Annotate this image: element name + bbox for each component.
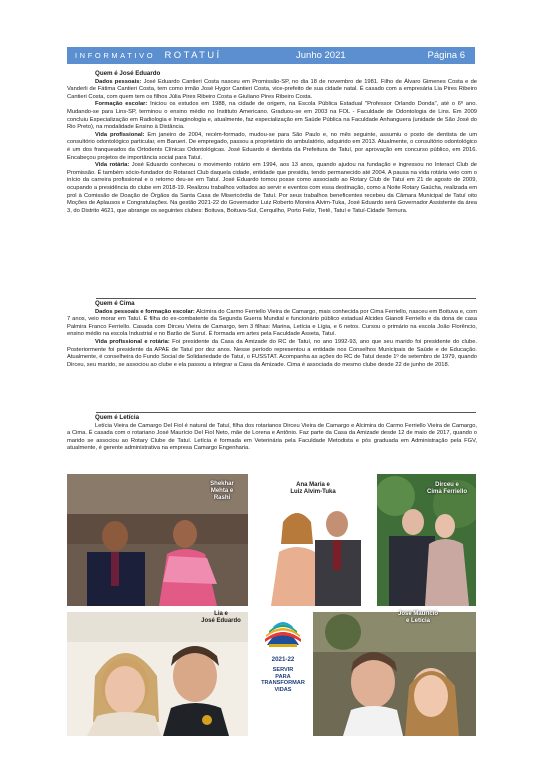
paragraph xyxy=(67,309,477,339)
paragraph-label: Vida profissional: xyxy=(95,131,145,138)
paragraph-label: Vida rotária: xyxy=(95,162,130,169)
rotary-motto: SERVIR PARA TRANSFORMAR VIDAS xyxy=(261,667,305,693)
paragraph-text: Iniciou os estudos em 1988, na cidade de origem, na Escola Pública Estadual "Professor Orlando Donda", até o 6º ano. Mudando-se para Lins-SP, terminou o ensino médio no Instituto Americano. Graduou-se em 2003 na FOL - Faculdade de Odontologia de Lins. Em 2009 concluiu Especialização em Radiologia e Imaginologia e, atualmente, faz especialização em Saúde Pública na Faculdade Anhanguera (unidade de São José do Rio Preto), na modalidade Ensino à Distância. xyxy=(67,101,478,131)
photo-caption xyxy=(194,611,248,625)
paragraph-text: Foi presidente da Casa da Amizade do RC de Tatuí, no ano 1992-93, ano que seu marido foi presidente do clube. Posteriormente foi presidente da APAE de Tatuí por dez anos. Nesse período representou a entidade nos Conselhos Municipais de Saúde e de Educação. Atualmente, é conselheira do Fundo Social de Solidariedade de Tatuí, o FUSSTAT. Acompanha as ações do RC de Tatuí desde 1º de setembro de 1979, quando Dirceu, seu marido, se associou ao clube e ela passou a integrar a Casa da Amizade. Cima é associada do mesmo clube desde 22 de junho de 2018. xyxy=(67,338,477,368)
paragraph xyxy=(67,101,477,131)
paragraph xyxy=(67,339,477,369)
photo-jose-mauricio-leticia xyxy=(313,612,476,736)
paragraph-text: Letícia Vieira de Camargo Del Fiol é natural de Tatuí, filha dos rotarianos Dirceu Vieira de Camargo e Alcimira do Carmo Ferriello Vieira de Camargo, a Cima. É casada com o rotariano José Maurício Del Fiol Neto, mãe de Lorena e Antônio. Faz parte da Casa da Amizade desde 12 de maio de 2017, quando o marido se associou ao Rotary Clube de Tatuí. Letícia é formada em Veterinária pela Faculdade Metodista e pós graduada em Administração pela FGV, atualmente, é gerente administrativa na empresa Camargo Engenharia. xyxy=(67,422,477,452)
section-cima xyxy=(67,300,477,369)
page-header xyxy=(67,47,475,64)
caption-text: Dirceu e Cima Ferriello xyxy=(426,482,467,495)
caption-text: Shekhar Mehta e Rashi xyxy=(210,481,234,501)
section-divider xyxy=(96,412,476,413)
page-number: Página 6 xyxy=(427,50,465,61)
issue-date: Junho 2021 xyxy=(296,50,346,61)
paragraph xyxy=(67,79,477,102)
paragraph-text: Em janeiro de 2004, recém-formado, mudou-se para São Paulo e, no mês seguinte, assumiu o posto de dentista de um consultório odontológico particular, em Barueri. De empregado, passou a proprietário do ambulatório, adquirido em 2013. Atualmente, o consultório odontológico é um dos franqueados da Ortodents Clínicas Odontológicas. José Eduardo é dentista da Prefeitura de Tatuí, por aprovação em concurso público, em 2016. Encabeçou projetos de importância social para Tatuí. xyxy=(67,131,478,161)
photo-caption xyxy=(257,482,369,496)
photo-caption xyxy=(418,482,476,496)
paragraph xyxy=(67,423,477,453)
paragraph xyxy=(67,162,477,215)
newsletter-title-prefix: INFORMATIVO xyxy=(75,51,156,60)
paragraph-text: Alcimira do Carmo Ferriello Vieira de Camargo, mais conhecida por Cima Ferriello, nasceu em Boituva e, com 7 anos, veio morar em Tatuí. É filha do ex-combatente da Segunda Guerra Mundial e funcionário público estadual Alcides Gianoti Ferriello e da dona de casa Palmira Franco Ferriello. Casada com Dirceu Vieira de Camargo, tem 3 filhas: Marina, Letícia e Lígia, e 6 netos. Cursou o primário na escola João Florêncio, ensino médio na escola Industrial e no Barão de Suruí. É formada em artes pela Faculdade Asseta, Tatuí. xyxy=(67,308,477,338)
newsletter-title xyxy=(75,50,222,61)
rotary-theme-logo xyxy=(255,615,311,725)
section-title: Quem é Letícia xyxy=(95,414,140,421)
paragraph xyxy=(67,132,477,162)
rotary-year: 2021-22 xyxy=(271,656,295,663)
paragraph-label: Dados pessoais: xyxy=(95,78,142,85)
paragraph-text: José Eduardo Cantieri Costa nasceu em Promissão-SP, no dia 18 de novembro de 1981. Filho de Álvaro Gimenes Costa e de Vanderli de Fátima Cantieri Costa, tem como irmão José Hygor Cantieri Costa, vice-prefeito de sua cidade natal. É casado com a empresária Lia Pires Ribeiro Cantieri Costa, com quem tem os filhos Júlia Pires Ribeiro Costa e Giuliano Pires Ribeiro Costa. xyxy=(67,78,477,100)
section-divider xyxy=(96,298,476,299)
section-title: Quem é Cima xyxy=(95,300,135,307)
photo-caption xyxy=(200,481,244,502)
paragraph-label: Formação escolar: xyxy=(95,101,148,108)
newsletter-title-name: ROTATUÍ xyxy=(164,50,222,61)
caption-text: José Maurício e Letícia xyxy=(397,611,438,624)
paragraph-label: Vida profissional e rotária: xyxy=(95,338,170,345)
section-leticia xyxy=(67,414,477,453)
rotary-globe-icon xyxy=(261,615,305,649)
paragraph-text: José Eduardo conheceu o movimento rotário em 1994, aos 13 anos, quando ajudou na fundação e ingressou no Interact Club de Promissão. É também sócio-fundador do Rotaract Club daquela cidade, entidade que presidiu, tendo permanecido até 2004. A pausa na vida rotária veio com o início da carreira profissional e o retorno deu-se em Tatuí. José Eduardo tomou posse como associado ao Rotary Club de Tatuí em 21 de agosto de 2009, ocupando a presidência do clube em 2018-19. Realizou trabalhos voltados ao servir e eventos com essa destinação, como a Noite Rotary Gaúcha, realizada em prol à Comissão de Doação de Órgãos da Santa Casa de Misericórdia de Tatuí. Por seus trabalhos beneficentes recebeu da Câmara Municipal de Tatuí oito Moções de Aplausos e Congratulações. Na gestão 2021-22 do Governador Luiz Roberto Moreira Alvim-Tuka, José Eduardo será Governador Assistente da área 3, do Distrito 4621, que abrange os seguintes clubes: Boituva, Boituva-Sul, Cerquilho, Porto Feliz, Tietê, Tatuí e Tatuí-Cidade Ternura. xyxy=(67,162,478,214)
section-title: Quem é José Eduardo xyxy=(95,70,161,77)
photo-caption xyxy=(378,611,458,625)
caption-text: Lia e José Eduardo xyxy=(201,611,241,624)
caption-text: Ana Maria e Luiz Alvim-Tuka xyxy=(290,482,336,495)
paragraph-label: Dados pessoais e formação escolar: xyxy=(95,308,195,315)
section-jose-eduardo xyxy=(67,70,477,215)
photo-lia-jose xyxy=(67,612,248,736)
